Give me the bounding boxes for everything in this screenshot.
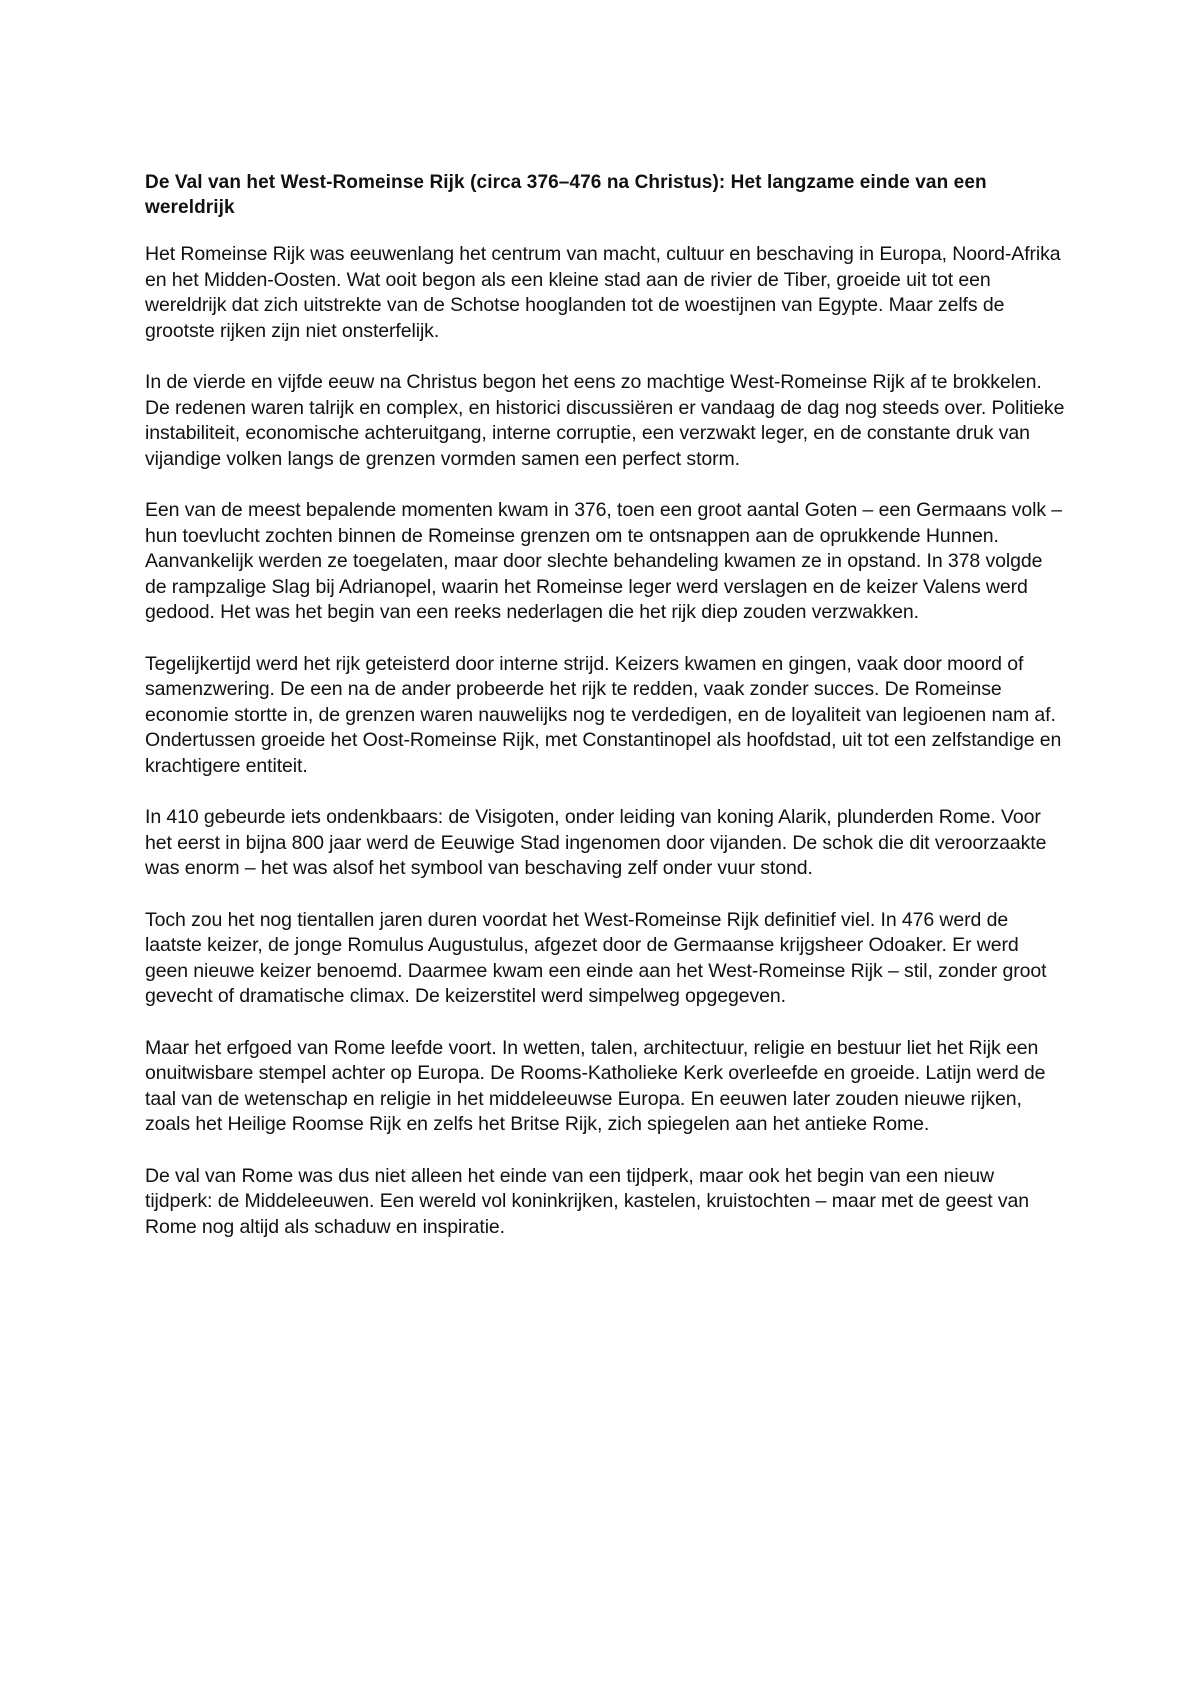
paragraph-internal-strife: Tegelijkertijd werd het rijk geteisterd door interne strijd. Keizers kwamen en gingen, vaak door moord of samenzwering. De een na de ander probeerde het rijk te redden, vaak zonder succes. De Romeinse economie stortte in, de grenzen waren nauwelijks nog te verdedigen, en de loyaliteit van legioenen nam af. Ondertussen groeide het Oost-Romeinse Rijk, met Constantinopel als hoofdstad, uit tot een zelfstandige en krachtigere entiteit. xyxy=(145,652,1062,777)
paragraph-legacy: Maar het erfgoed van Rome leefde voort. In wetten, talen, architectuur, religie en bestuur liet het Rijk een onuitwisbare stempel achter op Europa. De Rooms-Katholieke Kerk overleefde en groeide. Latijn werd de taal van de wetenschap en religie in het middeleeuwse Europa. En eeuwen later zouden nieuwe rijken, zoals het Heilige Roomse Rijk en zelfs het Britse Rijk, zich spiegelen aan het antieke Rome. xyxy=(145,1036,1046,1135)
document-body xyxy=(145,170,1065,1266)
paragraph-decline: In de vierde en vijfde eeuw na Christus begon het eens zo machtige West-Romeinse Rijk af te brokkelen. De redenen waren talrijk en complex, en historici discussiëren er vandaag de dag nog steeds over. Politieke instabiliteit, economische achteruitgang, interne corruptie, een verzwakt leger, en de constante druk van vijandige volken langs de grenzen vormden samen een perfect storm. xyxy=(145,371,1065,470)
paragraph-conclusion: De val van Rome was dus niet alleen het einde van een tijdperk, maar ook het begin van een nieuw tijdperk: de Middeleeuwen. Een wereld vol koninkrijken, kastelen, kruistochten – maar met de geest van Rome nog altijd als schaduw en inspiratie. xyxy=(145,1164,1030,1238)
document-title: De Val van het West-Romeinse Rijk (circa 376–476 na Christus): Het langzame einde van een wereldrijk xyxy=(145,172,987,218)
paragraph-goths: Een van de meest bepalende momenten kwam in 376, toen een groot aantal Goten – een Germaans volk – hun toevlucht zochten binnen de Romeinse grenzen om te ontsnappen aan de oprukkende Hunnen. Aanvankelijk werden ze toegelaten, maar door slechte behandeling kwamen ze in opstand. In 378 volgde de rampzalige Slag bij Adrianopel, waarin het Romeinse leger werd verslagen en de keizer Valens werd gedood. Het was het begin van een reeks nederlagen die het rijk diep zouden verzwakken. xyxy=(145,499,1063,623)
paragraph-intro: Het Romeinse Rijk was eeuwenlang het centrum van macht, cultuur en beschaving in Europa, Noord-Afrika en het Midden-Oosten. Wat ooit begon als een kleine stad aan de rivier de Tiber, groeide uit tot een wereldrijk dat zich uitstrekte van de Schotse hooglanden tot de woestijnen van Egypte. Maar zelfs de grootste rijken zijn niet onsterfelijk. xyxy=(145,243,1061,342)
paragraph-sack-of-rome: In 410 gebeurde iets ondenkbaars: de Visigoten, onder leiding van koning Alarik, plunderden Rome. Voor het eerst in bijna 800 jaar werd de Eeuwige Stad ingenomen door vijanden. De schok die dit veroorzaakte was enorm – het was alsof het symbool van beschaving zelf onder vuur stond. xyxy=(145,806,1047,879)
paragraph-fall-476: Toch zou het nog tientallen jaren duren voordat het West-Romeinse Rijk definitief viel. In 476 werd de laatste keizer, de jonge Romulus Augustulus, afgezet door de Germaanse krijgsheer Odoaker. Er werd geen nieuwe keizer benoemd. Daarmee kwam een einde aan het West-Romeinse Rijk – stil, zonder groot gevecht of dramatische climax. De keizerstitel werd simpelweg opgegeven. xyxy=(145,908,1047,1007)
